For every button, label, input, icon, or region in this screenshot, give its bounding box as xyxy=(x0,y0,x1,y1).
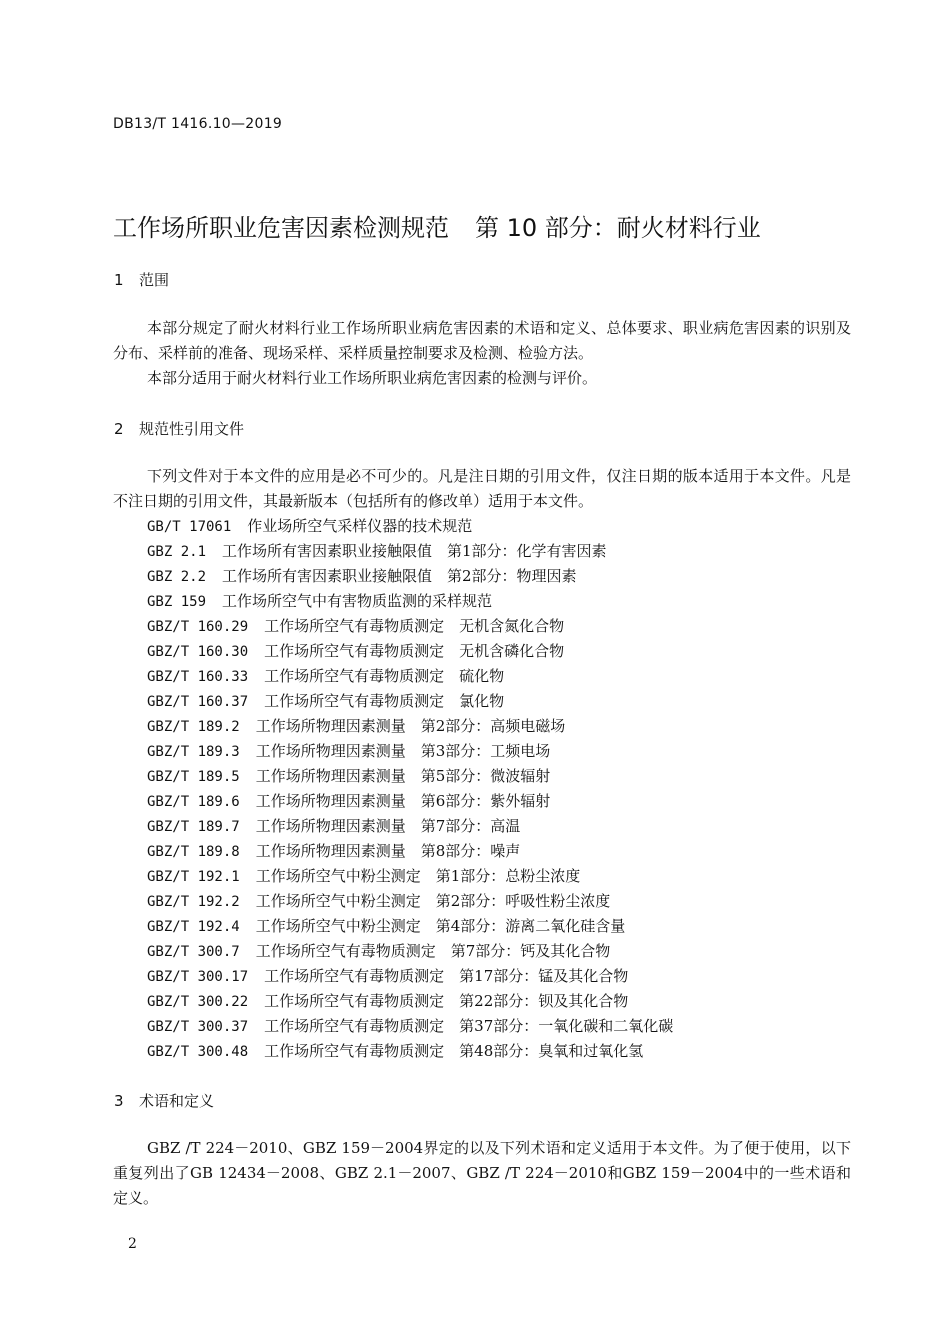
reference-item xyxy=(147,789,673,814)
reference-code: GBZ/T 189.8 xyxy=(147,844,240,860)
section-heading-terms-definitions xyxy=(114,1090,214,1111)
reference-item xyxy=(147,639,673,664)
reference-code: GBZ/T 189.6 xyxy=(147,794,240,810)
references-intro-paragraph: 下列文件对于本文件的应用是必不可少的。凡是注日期的引用文件，仅注日期的版本适用于本文件。凡是不注日期的引用文件，其最新版本（包括所有的修改单）适用于本文件。 xyxy=(113,467,851,510)
reference-code: GBZ/T 192.2 xyxy=(147,894,240,910)
reference-code: GBZ/T 300.48 xyxy=(147,1044,249,1060)
reference-item xyxy=(147,714,673,739)
reference-title: 工作场所空气中粉尘测定 第2部分：呼吸性粉尘浓度 xyxy=(255,892,611,910)
reference-code: GB/T 17061 xyxy=(147,519,232,535)
reference-title: 工作场所有害因素职业接触限值 第2部分：物理因素 xyxy=(222,567,577,585)
reference-item xyxy=(147,664,673,689)
reference-title: 工作场所空气有毒物质测定 第37部分：一氧化碳和二氧化碳 xyxy=(264,1017,674,1035)
section-title: 术语和定义 xyxy=(139,1092,215,1110)
page-number: 2 xyxy=(128,1236,137,1252)
reference-code: GBZ/T 192.1 xyxy=(147,869,240,885)
reference-code: GBZ/T 300.17 xyxy=(147,969,249,985)
reference-title: 工作场所空气有毒物质测定 第22部分：钡及其化合物 xyxy=(264,992,629,1010)
reference-code: GBZ/T 300.22 xyxy=(147,994,249,1010)
reference-code: GBZ/T 160.37 xyxy=(147,694,249,710)
reference-item xyxy=(147,589,673,614)
reference-title: 工作场所物理因素测量 第8部分：噪声 xyxy=(255,842,521,860)
title-part: 第 10 部分：耐火材料行业 xyxy=(475,214,761,242)
reference-code: GBZ 2.2 xyxy=(147,569,207,585)
reference-item xyxy=(147,964,673,989)
reference-code: GBZ/T 189.7 xyxy=(147,819,240,835)
reference-item xyxy=(147,914,673,939)
document-title xyxy=(113,208,761,243)
reference-code: GBZ/T 160.29 xyxy=(147,619,249,635)
reference-title: 工作场所空气有毒物质测定 无机含氮化合物 xyxy=(264,617,565,635)
reference-title: 工作场所有害因素职业接触限值 第1部分：化学有害因素 xyxy=(222,542,607,560)
reference-code: GBZ/T 189.3 xyxy=(147,744,240,760)
reference-code: GBZ/T 300.7 xyxy=(147,944,240,960)
reference-code: GBZ/T 160.30 xyxy=(147,644,249,660)
terms-intro-paragraph: GBZ /T 224－2010、GBZ 159－2004界定的以及下列术语和定义适用于本文件。为了便于使用，以下重复列出了GB 12434－2008、GBZ 2.1－2007、GBZ /T 224－2010和GBZ 159－2004中的一些术语和定义。 xyxy=(113,1139,851,1207)
reference-item xyxy=(147,889,673,914)
reference-item xyxy=(147,689,673,714)
reference-title: 工作场所空气有毒物质测定 无机含磷化合物 xyxy=(264,642,565,660)
reference-title: 工作场所物理因素测量 第2部分：高频电磁场 xyxy=(255,717,566,735)
reference-list xyxy=(147,514,673,1064)
document-code: DB13/T 1416.10—2019 xyxy=(113,116,283,132)
section-number: 1 xyxy=(114,271,124,289)
reference-item xyxy=(147,739,673,764)
reference-item xyxy=(147,1014,673,1039)
reference-item xyxy=(147,989,673,1014)
reference-title: 工作场所空气中粉尘测定 第4部分：游离二氧化硅含量 xyxy=(255,917,626,935)
reference-title: 工作场所空气有毒物质测定 氯化物 xyxy=(264,692,505,710)
section-number: 3 xyxy=(114,1092,124,1110)
reference-title: 工作场所空气中有害物质监测的采样规范 xyxy=(222,592,493,610)
scope-paragraph-2: 本部分适用于耐火材料行业工作场所职业病危害因素的检测与评价。 xyxy=(147,369,598,387)
reference-title: 工作场所空气有毒物质测定 第17部分：锰及其化合物 xyxy=(264,967,629,985)
reference-item xyxy=(147,1039,673,1064)
reference-title: 工作场所物理因素测量 第5部分：微波辐射 xyxy=(255,767,551,785)
reference-item xyxy=(147,839,673,864)
section-title: 范围 xyxy=(139,271,170,289)
reference-item xyxy=(147,864,673,889)
section-title: 规范性引用文件 xyxy=(139,420,245,438)
reference-title: 工作场所空气中粉尘测定 第1部分：总粉尘浓度 xyxy=(255,867,581,885)
reference-title: 工作场所空气有毒物质测定 第7部分：钙及其化合物 xyxy=(255,942,611,960)
reference-title: 工作场所物理因素测量 第7部分：高温 xyxy=(255,817,521,835)
reference-code: GBZ/T 300.37 xyxy=(147,1019,249,1035)
reference-item xyxy=(147,539,673,564)
reference-item xyxy=(147,514,673,539)
reference-item xyxy=(147,939,673,964)
section-number: 2 xyxy=(114,420,124,438)
reference-code: GBZ/T 160.33 xyxy=(147,669,249,685)
reference-code: GBZ 159 xyxy=(147,594,207,610)
reference-title: 工作场所物理因素测量 第6部分：紫外辐射 xyxy=(255,792,551,810)
section-heading-scope xyxy=(114,269,169,290)
reference-item xyxy=(147,764,673,789)
reference-code: GBZ 2.1 xyxy=(147,544,207,560)
reference-item xyxy=(147,614,673,639)
reference-item xyxy=(147,814,673,839)
reference-title: 作业场所空气采样仪器的技术规范 xyxy=(247,517,473,535)
reference-code: GBZ/T 189.5 xyxy=(147,769,240,785)
reference-code: GBZ/T 189.2 xyxy=(147,719,240,735)
reference-title: 工作场所物理因素测量 第3部分：工频电场 xyxy=(255,742,551,760)
reference-title: 工作场所空气有毒物质测定 第48部分：臭氧和过氧化氢 xyxy=(264,1042,644,1060)
scope-paragraph-1: 本部分规定了耐火材料行业工作场所职业病危害因素的术语和定义、总体要求、职业病危害因素的识别及分布、采样前的准备、现场采样、采样质量控制要求及检测、检验方法。 xyxy=(113,319,851,362)
reference-code: GBZ/T 192.4 xyxy=(147,919,240,935)
reference-title: 工作场所空气有毒物质测定 硫化物 xyxy=(264,667,505,685)
title-main: 工作场所职业危害因素检测规范 xyxy=(113,214,449,242)
section-heading-normative-references xyxy=(114,418,244,439)
reference-item xyxy=(147,564,673,589)
